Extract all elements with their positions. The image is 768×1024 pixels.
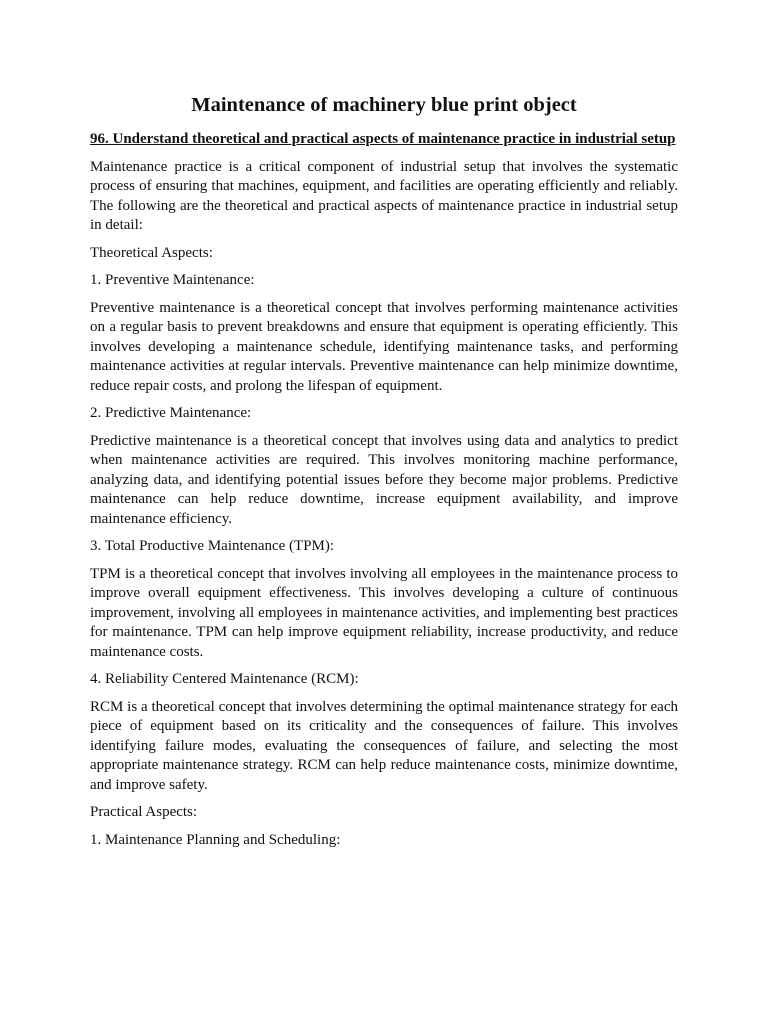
section-body-tpm: TPM is a theoretical concept that involves involving all employees in the maintenance process to improve overall equipment effectiveness. This involves developing a culture of continuous improvement, involving all employees in maintenance activities, and implementing best practices for maintenance. TPM can help improve equipment reliability, increase productivity, and reduce maintenance costs. (90, 565, 678, 660)
section-heading-rcm: 4. Reliability Centered Maintenance (RCM): (90, 671, 359, 687)
question-heading: 96. Understand theoretical and practical aspects of maintenance practice in industrial setup (90, 131, 676, 147)
theoretical-aspects-heading: Theoretical Aspects: (90, 244, 213, 261)
document-title: Maintenance of machinery blue print object (191, 94, 577, 116)
practical-item-planning: 1. Maintenance Planning and Scheduling: (90, 831, 341, 848)
section-body-preventive: Preventive maintenance is a theoretical concept that involves performing maintenance activities on a regular basis to prevent breakdowns and ensure that equipment is operating efficiently. This involves developing a maintenance schedule, identifying maintenance tasks, and performing maintenance activities at regular intervals. Preventive maintenance can help minimize downtime, reduce repair costs, and prolong the lifespan of equipment. (90, 299, 678, 394)
section-heading-preventive: 1. Preventive Maintenance: (90, 272, 255, 288)
section-heading-predictive: 2. Predictive Maintenance: (90, 405, 252, 421)
document-page (90, 92, 678, 858)
section-body-rcm: RCM is a theoretical concept that involves determining the optimal maintenance strategy for each piece of equipment based on its criticality and the consequences of failure. This involves identifying failure modes, evaluating the consequences of failure, and selecting the most appropriate maintenance strategy. RCM can help reduce maintenance costs, minimize downtime, and improve safety. (90, 698, 678, 793)
section-body-predictive: Predictive maintenance is a theoretical concept that involves using data and analytics to predict when maintenance activities are required. This involves monitoring machine performance, analyzing data, and identifying potential issues before they become major problems. Predictive maintenance can help reduce downtime, increase equipment availability, and improve maintenance efficiency. (90, 432, 678, 527)
practical-aspects-heading: Practical Aspects: (90, 804, 198, 820)
intro-paragraph: Maintenance practice is a critical component of industrial setup that involves the systematic process of ensuring that machines, equipment, and facilities are operating efficiently and reliably. The following are the theoretical and practical aspects of maintenance practice in industrial setup in detail: (90, 158, 678, 233)
section-heading-tpm: 3. Total Productive Maintenance (TPM): (90, 538, 335, 554)
